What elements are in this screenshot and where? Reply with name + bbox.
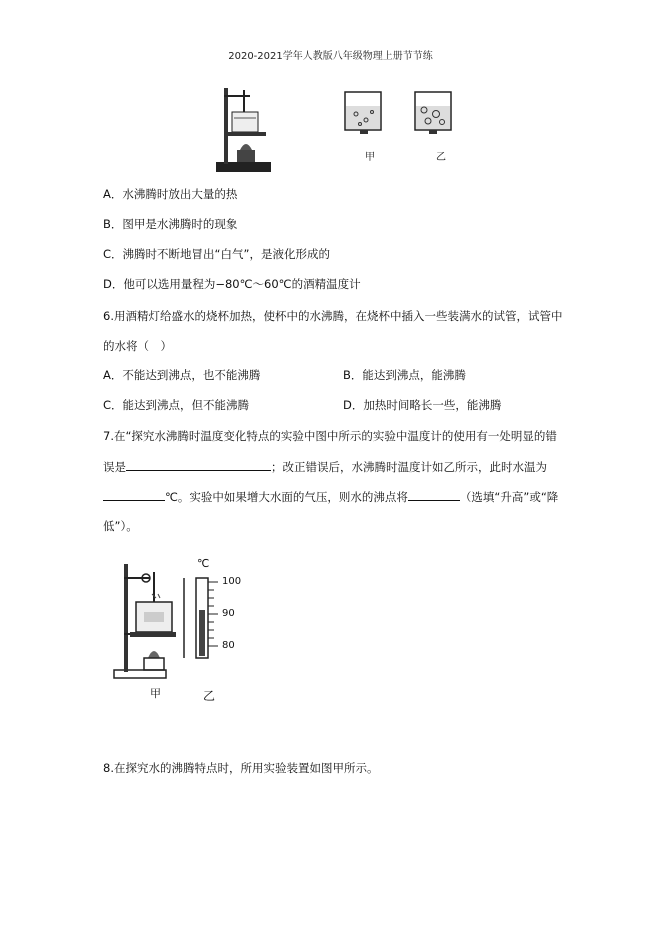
answer-blank-1[interactable] [126, 458, 271, 471]
thermometer-tick-80: 80 [222, 640, 235, 651]
answer-blank-3[interactable] [408, 488, 460, 501]
figure-boiling-apparatus [210, 84, 460, 176]
q7-line4: 低”）。 [103, 519, 138, 533]
q5-option-c: C．沸腾时不断地冒出“白气”，是液化形成的 [103, 247, 330, 261]
thermometer-tick-90: 90 [222, 608, 235, 619]
answer-blank-2[interactable] [103, 488, 165, 501]
q6-option-d: D．加热时间略长一些，能沸腾 [343, 398, 502, 412]
thermometer-unit: ℃ [197, 557, 210, 570]
figure-label-jia: 甲 [365, 152, 375, 163]
q7-line3-start: ℃。实验中如果增大水面的气压，则水的沸点将 [165, 490, 408, 504]
q7-figure-label-yi: 乙 [203, 689, 216, 703]
q7-line3 [103, 488, 558, 505]
q6-option-c: C．能达到沸点，但不能沸腾 [103, 398, 250, 412]
q6-stem-line2: 的水将（ ） [103, 339, 172, 353]
figure-label-yi: 乙 [436, 152, 446, 163]
q7-line2-end: ；改正错误后，水沸腾时温度计如乙所示，此时水温为 [271, 460, 547, 474]
q7-line1: 7.在“探究水沸腾时温度变化特点的实验中图中所示的实验中温度计的使用有一处明显的错 [103, 429, 557, 443]
q5-option-a: A．水沸腾时放出大量的热 [103, 187, 238, 201]
q5-option-d: D．他可以选用量程为−80℃～60℃的酒精温度计 [103, 277, 361, 291]
page-header: 2020-2021学年人教版八年级物理上册节节练 [228, 51, 433, 62]
q7-line3-end: （选填“升高”或“降 [459, 490, 559, 504]
q7-line2 [103, 458, 547, 475]
q7-line2-start: 误是 [103, 460, 126, 474]
q5-option-b: B．图甲是水沸腾时的现象 [103, 217, 238, 231]
thermometer-tick-100: 100 [222, 576, 242, 587]
q8-stem: 8.在探究水的沸腾特点时，所用实验装置如图甲所示。 [103, 761, 379, 775]
q6-option-b: B．能达到沸点，能沸腾 [343, 368, 466, 382]
q6-stem-line1: 6.用酒精灯给盛水的烧杯加热，使杯中的水沸腾，在烧杯中插入一些装满水的试管，试管中 [103, 309, 563, 323]
q7-figure-label-jia: 甲 [150, 687, 161, 700]
q6-option-a: A．不能达到沸点，也不能沸腾 [103, 368, 261, 382]
